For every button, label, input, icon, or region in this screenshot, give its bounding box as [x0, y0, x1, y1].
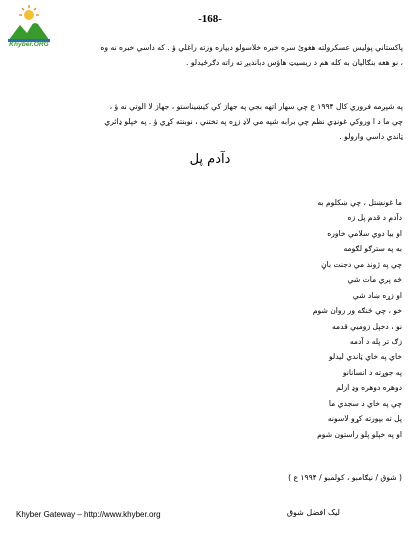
logo-text: Khyber.ORG: [9, 41, 49, 48]
poem-line: چي په خاي د سجدي ما: [328, 398, 402, 408]
poem-line: ما غونښتل ، چي ښکلوم به: [317, 198, 402, 207]
poem-line: نو ، دخپل زوميي قدمه: [331, 321, 402, 331]
footer-author: ليک افضل شوق: [286, 508, 340, 517]
poem-title: دآدم پل: [189, 152, 231, 167]
poem-line: دآدم د قدم پل زه: [347, 213, 402, 223]
poem-line: خو ، چي څنګه ور روان شوم: [312, 306, 402, 316]
poem-source: ( شوق / نيګامبو ، کولمبو / ۱۹۹۴ ع ): [288, 473, 402, 482]
poem-line: او بيا دوي سلامي خاوره: [327, 228, 402, 238]
poem-line: به په سترګو لګومه: [343, 244, 402, 254]
poem-line: څه پري مات شي: [347, 275, 402, 285]
poem-line: پل ته بپورته کړو لاسونه: [327, 414, 402, 424]
poem-line: او په خپلو پلو راستون شوم: [317, 429, 402, 439]
poem-line: خاي په خاي ټاندي ليدلو: [328, 352, 402, 362]
poem-line: زګ تر پله د آدمه: [349, 336, 402, 346]
poem-line: چي په ژوند مي دجنت باڼ: [321, 259, 402, 269]
footer-source-link: Khyber Gateway – http://www.khyber.org: [16, 510, 161, 519]
poem-line: په جوړته د انسانانو: [342, 367, 402, 377]
poem-line: او زړه ښاد شي: [352, 290, 402, 300]
paragraph-1: پاکستاني پوليس عسکرولته هغوئ سره خبره خلاسولو ديپاره ورته راغلي ؤ . که داسي خبره نه وه ، نو هغه بنګاليان به کله هم د ريسيټ هاؤس دبانديږ ته راته دګرځيدلو .: [100, 43, 403, 67]
paragraph-2: په شپږمه فروري کال ۱۹۹۴ ع چي سهار اتهه بجي په جهاز کي کيښيناستو ، جهاز لا الوتي نه ؤ ، چي ما د ا وروکي غونډي نظم چي برابه شپه مي لاډ زړه په تختني ، نوبنته کړي ؤ . په خپلو ډائري ټاندي داسي وارولو .: [104, 102, 403, 141]
poem-line: دوهره دوهره وډ ارلم: [336, 383, 402, 393]
page-number: -168-: [198, 13, 222, 25]
poem-lines: [150, 195, 402, 442]
